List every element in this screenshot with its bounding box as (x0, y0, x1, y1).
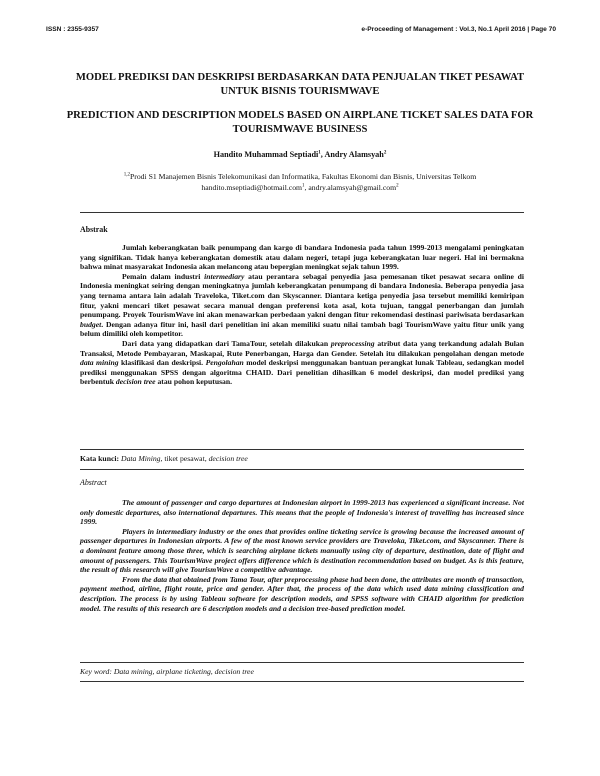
author-1-sup: 1 (318, 150, 321, 156)
kata-kunci-2: decision tree (208, 454, 248, 463)
abstract-paragraph-1: The amount of passenger and cargo departures at Indonesian airport in 1999-2013 has experienced a significant increase. Not only domestic departures, also international departures. This means that the people of Indonesia's interest of travelling has increased since 1999. (80, 498, 524, 527)
affiliation-text: Prodi S1 Manajemen Bisnis Telekomunikasi dan Informatika, Fakultas Ekonomi dan Bisnis, Universitas Telkom (130, 172, 477, 181)
author-separator: , (320, 150, 325, 159)
email-1[interactable]: handito.mseptiadi@hotmail.com (201, 182, 303, 192)
author-2-sup: 2 (383, 150, 387, 156)
kata-kunci-label: Kata kunci: (80, 454, 122, 463)
journal-info: e-Proceeding of Management : Vol.3, No.1 April 2016 | Page 70 (361, 26, 556, 33)
kata-kunci-mid: , tiket pesawat, (160, 454, 209, 463)
abstract-paragraph-2: Players in intermediary industry or the ones that provides online ticketing service is growing because the increased amount of passenger departures in Indonesian airports. A few of the most known service providers are Traveloka, Tiket.com, and Skyscanner. There is a dominant feature among those three, which is searching airplane tickets manually using city of departure, destination, date of flight and amount of passengers. This TourismWave project offers difference which is destination recommendation based on budget. As is this feature, the result of this research will give TourismWave a competitive advantage. (80, 526, 524, 575)
divider-abstract (80, 469, 524, 470)
abstract-paragraph-3: From the data that obtained from Tama Tour, after preprocessing phase had been done, the attributes are month of transaction, payment method, airline, flight route, price and gender. After that, the process of the data which used data mining classification and description. The process is by using Tableau software for description models, and SPSS software with CHAID algorithm for prediction model. The results of this research are 6 description models and a decision tree-based prediction model. (80, 574, 524, 613)
abstrak-paragraph-3: Dari data yang didapatkan dari TamaTour, setelah dilakukan preprocessing atribut data yang terkandung adalah Bulan Transaksi, Metode Pembayaran, Maskapai, Rute Penerbangan, Harga dan Gender. Setelah itu dilakukan pengolahan dengan metode data mining klasifikasi dan deskripsi. Pengolahan model deskripsi menggunakan bantuan perangkat lunak Tableau, sedangkan model prediksi menggunakan SPSS dengan algoritma CHAID. Dari penelitian dihasilkan 6 model deskripsi, dan model prediksi yang berbentuk decision tree atau pohon keputusan. (80, 338, 525, 387)
kata-kunci (80, 454, 524, 463)
email-line (60, 183, 540, 194)
issn-number: ISSN : 2355-9357 (46, 26, 99, 33)
abstrak-body (80, 243, 524, 387)
keywords-english: Key word: Data mining, airplane ticketing, decision tree (80, 667, 254, 676)
authors (60, 150, 540, 159)
affiliation (60, 172, 540, 194)
abstrak-heading: Abstrak (80, 225, 108, 234)
email-separator: , (304, 182, 309, 192)
email-2[interactable]: andry.alamsyah@gmail.com (308, 182, 397, 192)
abstrak-paragraph-1: Jumlah keberangkatan baik penumpang dan kargo di bandara Indonesia pada tahun 1999-2013 mengalami peningkatan yang signifikan. Tidak hanya keberangkatan domestik atau dalam negeri, tetapi juga keberangkatan luar negeri. Hal ini bermakna bahwa minat masyarakat Indonesia akan melancong atau bepergian meningkat sejak tahun 1999. (80, 243, 524, 272)
divider-keywords (80, 662, 524, 663)
divider-top (80, 212, 524, 213)
title-indonesian: MODEL PREDIKSI DAN DESKRIPSI BERDASARKAN DATA PENJUALAN TIKET PESAWAT UNTUK BISNIS TOURISMWAVE (75, 72, 525, 97)
kata-kunci-1: Data Mining (121, 454, 161, 463)
affiliation-line (60, 172, 540, 183)
divider-kata-kunci (80, 449, 524, 450)
affiliation-sup: 1,2 (123, 172, 130, 178)
abstract-body (80, 498, 524, 613)
email-1-sup: 1 (302, 183, 305, 189)
author-2: Andry Alamsyah (324, 150, 384, 159)
title-english: PREDICTION AND DESCRIPTION MODELS BASED ON AIRPLANE TICKET SALES DATA FOR TOURISMWAVE BUSINESS (66, 110, 534, 135)
divider-bottom (80, 681, 524, 682)
email-2-sup: 2 (396, 183, 399, 189)
author-1: Handito Muhammad Septiadi (213, 150, 319, 159)
abstrak-paragraph-2: Pemain dalam industri intermediary atau perantara sebagai penyedia jasa pemesanan tiket pesawat secara online di Indonesia meningkat seiring dengan meningkatnya jumlah keberangkatan penumpang di bandara Indonesia. Beberapa penyedia jasa yang ternama antara lain adalah Traveloka, Tiket.com dan Skyscanner. Diantara ketiga penyedia jasa tersebut memiliki kemiripan fitur, yakni mencari tiket pesawat secara manual dengan preferensi kota asal, kota tujuan, tanggal penerbangan dan jumlah penumpang. Proyek TourismWave ini akan menawarkan perbedaan yakni dengan fitur rekomendasi destinasi pariwisata berdasarkan budget. Dengan adanya fitur ini, hasil dari penelitian ini akan memiliki suatu nilai tambah bagi TourismWave yaitu fitur unik yang belum dimiliki oleh kompetitor. (80, 271, 524, 339)
abstract-heading: Abstract (80, 478, 107, 487)
